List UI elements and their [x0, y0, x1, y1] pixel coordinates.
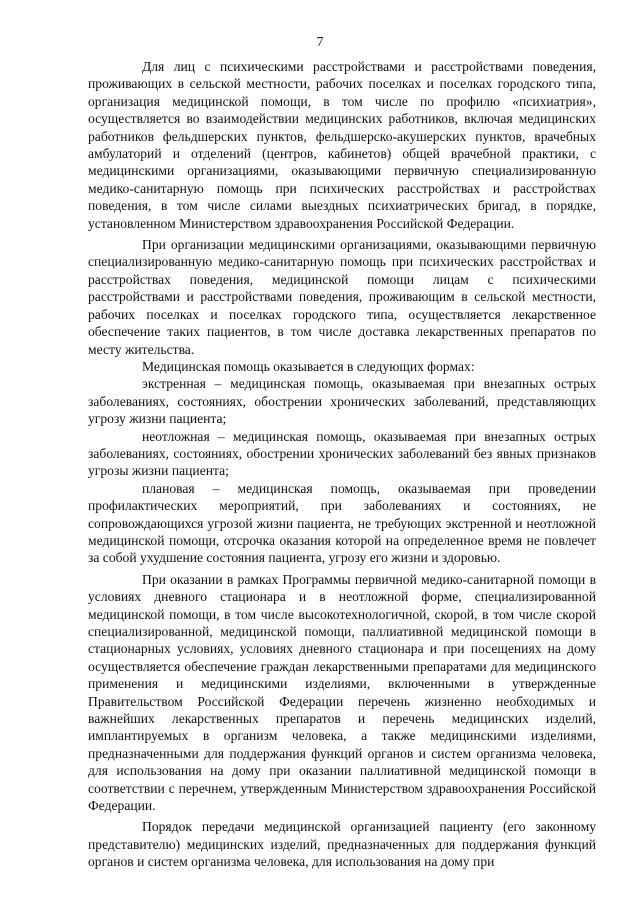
paragraph-drug-provision: При оказании в рамках Программы первичной медико-санитарной помощи в условиях дневного стационара и в неотложной форме, специализированной медицинской помощи, в том числе высокотехнологичной, скорой, в том числе скорой специализированной, медицинской помощи, паллиативной медицинской помощи в стационарных условиях, условиях дневного стационара и при посещениях на дому осуществляется обеспечение граждан лекарственными препаратами для медицинского применения и медицинскими изделиями, включенными в утвержденные Правительством Российской Федерации перечень жизненно необходимых и важнейших лекарственных препаратов и перечень медицинских изделий, имплантируемых в организм человека, а также медицинскими изделиями, предназначенными для поддержания функций органов и систем организма человека, для использования на дому при оказании паллиативной медицинской помощи в соответствии с перечнем, утвержденным Министерством здравоохранения Российской Федерации.	[88, 571, 596, 814]
page-number: 7	[316, 35, 324, 50]
paragraph-forms-intro: Медицинская помощь оказывается в следующих формах:	[142, 358, 475, 374]
paragraph-psychiatric-care-rural: Для лиц с психическими расстройствами и расстройствами поведения, проживающих в сельской местности, рабочих поселках и поселках городского типа, организация медицинской помощи, в том числе по профилю «психиатрия», осуществляется во взаимодействии медицинских работников, включая медицинских работников фельдшерских пунктов, фельдшерско-акушерских пунктов, врачебных амбулаторий и отделений (центров, кабинетов) общей врачебной практики, с медицинскими организациями, оказывающими первичную специализированную медико-санитарную помощь при психических расстройствах и расстройствах поведения, в том числе силами выездных психиатрических бригад, в порядке, установленном Министерством здравоохранения Российской Федерации.	[88, 59, 596, 231]
document-body	[88, 58, 596, 871]
paragraph-drug-supply-rural: При организации медицинскими организациями, оказывающими первичную специализированную медико-санитарную помощь при психических расстройствах и расстройствах поведения, медицинской помощи лицам с психическими расстройствами и расстройствами поведения, проживающим в сельской местности, рабочих поселках и поселках городского типа, осуществляется лекарственное обеспечение таких пациентов, в том числе доставка лекарственных препаратов по месту жительства.	[88, 237, 596, 357]
paragraph-device-transfer: Порядок передачи медицинской организацией пациенту (его законному представителю) медицинских изделий, предназначенных для поддержания функций органов и систем организма человека, для использования на дому при	[88, 819, 596, 870]
paragraph-form-emergency: экстренная – медицинская помощь, оказываемая при внезапных острых заболеваниях, состояниях, обострении хронических заболеваний, представляющих угрозу жизни пациента;	[88, 376, 596, 427]
paragraph-form-planned: плановая – медицинская помощь, оказываемая при проведении профилактических мероприятий, при заболеваниях и состояниях, не сопровождающихся угрозой жизни пациента, не требующих экстренной и неотложной медицинской помощи, отсрочка оказания которой на определенное время не повлечет за собой ухудшение состояния пациента, угрозу его жизни и здоровью.	[88, 480, 596, 566]
paragraph-form-urgent: неотложная – медицинская помощь, оказываемая при внезапных острых заболеваниях, состояниях, обострении хронических заболеваний без явных признаков угрозы жизни пациента;	[88, 428, 596, 479]
